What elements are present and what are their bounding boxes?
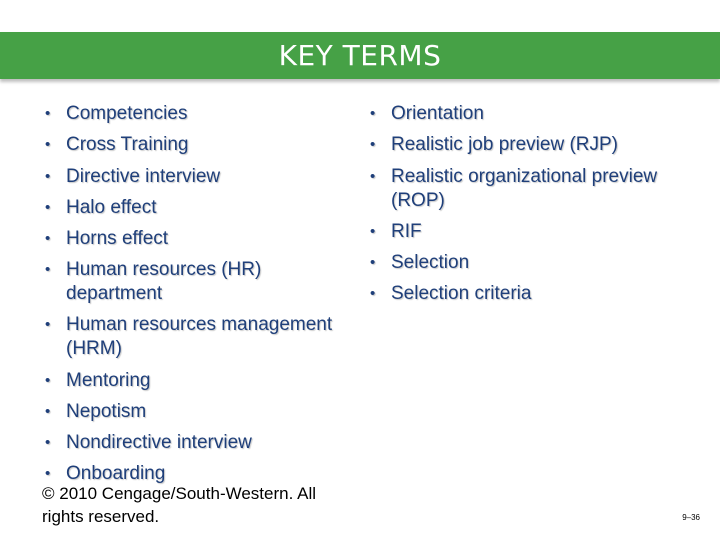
bullet-icon: •	[45, 230, 51, 247]
bullet-icon: •	[45, 372, 51, 389]
bullet-icon: •	[45, 434, 51, 451]
term-text: Onboarding	[66, 463, 166, 484]
term-item	[370, 251, 469, 275]
term-text-continued: (ROP)	[391, 190, 445, 211]
term-text: Mentoring	[66, 370, 151, 391]
term-item	[45, 133, 189, 157]
bullet-icon: •	[45, 261, 51, 278]
term-text: Selection	[391, 252, 470, 273]
copyright-line: © 2010 Cengage/South-Western. All	[42, 484, 316, 503]
bullet-icon: •	[45, 168, 51, 185]
term-text: Competencies	[66, 103, 188, 124]
bullet-icon: •	[45, 403, 51, 420]
term-text: Nondirective interview	[66, 432, 252, 453]
term-text: Cross Training	[66, 134, 189, 155]
term-text: Selection criteria	[391, 283, 532, 304]
term-text: Directive interview	[66, 166, 221, 187]
copyright-notice	[42, 482, 362, 528]
term-text: RIF	[391, 221, 422, 242]
term-text: Realistic organizational preview	[391, 166, 658, 187]
term-item	[370, 220, 422, 244]
term-text: Halo effect	[66, 197, 157, 218]
term-item	[45, 313, 332, 361]
term-item	[45, 227, 168, 251]
bullet-icon: •	[45, 199, 51, 216]
bullet-icon: •	[370, 254, 376, 271]
term-item	[370, 282, 531, 306]
term-item	[45, 431, 252, 455]
term-item	[45, 165, 220, 189]
bullet-icon: •	[370, 136, 376, 153]
bullet-icon: •	[370, 105, 376, 122]
bullet-icon: •	[45, 316, 51, 333]
term-item	[45, 369, 151, 393]
term-item	[45, 196, 156, 220]
bullet-icon: •	[45, 465, 51, 482]
copyright-line: rights reserved.	[42, 507, 160, 526]
term-text: Realistic job preview (RJP)	[391, 134, 619, 155]
bullet-icon: •	[45, 136, 51, 153]
slide-title: KEY TERMS	[278, 39, 442, 72]
term-item	[370, 133, 618, 157]
term-text-continued: department	[66, 283, 163, 304]
term-item	[45, 258, 261, 306]
bullet-icon: •	[45, 105, 51, 122]
term-text: Horns effect	[66, 228, 169, 249]
term-item	[45, 102, 187, 126]
term-item	[45, 400, 146, 424]
bullet-icon: •	[370, 285, 376, 302]
term-text: Human resources management	[66, 314, 333, 335]
term-text: Human resources (HR)	[66, 259, 262, 280]
term-item	[370, 165, 657, 213]
page-number: 9–36	[682, 513, 700, 522]
term-item	[370, 102, 484, 126]
term-text: Orientation	[391, 103, 484, 124]
term-text-continued: (HRM)	[66, 338, 122, 359]
term-text: Nepotism	[66, 401, 147, 422]
bullet-icon: •	[370, 168, 376, 185]
bullet-icon: •	[370, 223, 376, 240]
